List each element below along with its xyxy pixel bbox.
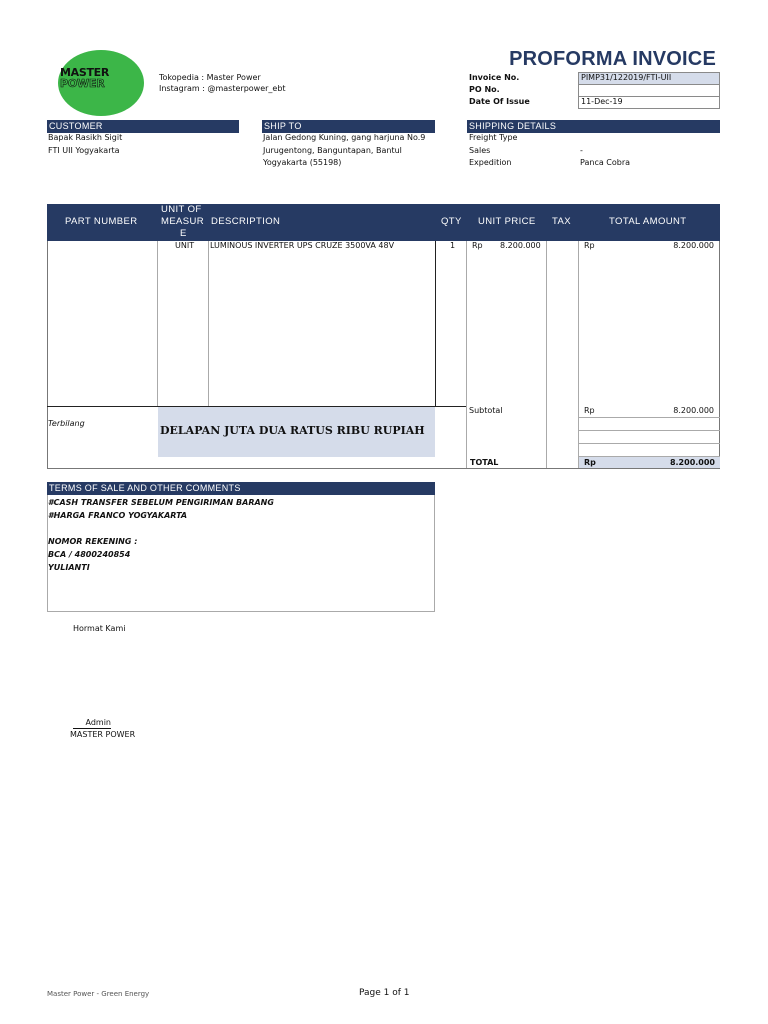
col-unit-price: UNIT PRICE bbox=[478, 216, 536, 227]
expedition-label: Expedition bbox=[469, 158, 512, 167]
terbilang-label: Terbilang bbox=[48, 419, 85, 428]
invoice-no-value: PIMP31/122019/FTI-UII bbox=[581, 73, 672, 82]
customer-name: Bapak Rasikh Sigit bbox=[48, 133, 123, 142]
date-label: Date Of Issue bbox=[469, 97, 530, 106]
customer-heading: CUSTOMER bbox=[47, 120, 239, 133]
tokopedia-text: Tokopedia : Master Power bbox=[159, 73, 261, 82]
invoice-no-label: Invoice No. bbox=[469, 73, 520, 82]
col-unit-line2: MEASUR bbox=[161, 216, 205, 227]
total-label: TOTAL bbox=[470, 458, 499, 467]
row-unit: UNIT bbox=[175, 241, 195, 250]
date-value: 11-Dec-19 bbox=[581, 97, 623, 106]
terms-line5: YULIANTI bbox=[48, 563, 90, 572]
col-description: DESCRIPTION bbox=[211, 216, 281, 227]
terbilang-value: DELAPAN JUTA DUA RATUS RIBU RUPIAH bbox=[160, 424, 425, 437]
row-unit-price: 8.200.000 bbox=[500, 241, 541, 250]
total-currency: Rp bbox=[584, 458, 596, 467]
row-price-currency: Rp bbox=[472, 241, 483, 250]
items-table-header bbox=[47, 204, 720, 241]
expedition-value: Panca Cobra bbox=[580, 158, 631, 167]
customer-org: FTI UII Yogyakarta bbox=[48, 146, 120, 155]
table-row bbox=[47, 241, 720, 253]
shipping-heading: SHIPPING DETAILS bbox=[467, 120, 720, 133]
subtotal-label: Subtotal bbox=[469, 406, 503, 415]
ship-to-line1: Jalan Gedong Kuning, gang harjuna No.9 bbox=[263, 133, 426, 142]
footer-page-number: Page 1 of 1 bbox=[359, 988, 410, 998]
signature-greeting: Hormat Kami bbox=[73, 624, 126, 633]
col-part-number: PART NUMBER bbox=[65, 216, 138, 227]
sales-value: - bbox=[580, 146, 583, 155]
logo-text-master: MASTER bbox=[60, 66, 110, 79]
signature-signer: Admin bbox=[73, 718, 111, 729]
row-qty: 1 bbox=[450, 241, 456, 250]
terms-line1: #CASH TRANSFER SEBELUM PENGIRIMAN BARANG bbox=[48, 498, 274, 507]
terms-line2: #HARGA FRANCO YOGYAKARTA bbox=[48, 511, 188, 520]
row-total-currency: Rp bbox=[584, 241, 595, 250]
col-tax: TAX bbox=[552, 216, 571, 227]
po-no-label: PO No. bbox=[469, 85, 500, 94]
row-total-amount: 8.200.000 bbox=[673, 241, 714, 250]
logo-text-power: POWER bbox=[60, 77, 105, 90]
col-qty: QTY bbox=[441, 216, 462, 227]
invoice-meta-box bbox=[578, 72, 720, 109]
subtotal-value: 8.200.000 bbox=[673, 406, 714, 415]
footer-company: Master Power - Green Energy bbox=[47, 990, 150, 998]
page-title: PROFORMA INVOICE bbox=[509, 48, 716, 70]
col-unit-line3: E bbox=[180, 228, 187, 239]
signature-company: MASTER POWER bbox=[70, 730, 136, 739]
subtotal-currency: Rp bbox=[584, 406, 595, 415]
terms-heading: TERMS OF SALE AND OTHER COMMENTS bbox=[47, 482, 435, 495]
ship-to-line2: Jurugentong, Banguntapan, Bantul bbox=[263, 146, 402, 155]
col-unit-line1: UNIT OF bbox=[161, 204, 202, 215]
terms-line3: NOMOR REKENING : bbox=[48, 537, 138, 546]
terms-line4: BCA / 4800240854 bbox=[48, 550, 131, 559]
ship-to-line3: Yogyakarta (55198) bbox=[263, 158, 342, 167]
instagram-text: Instagram : @masterpower_ebt bbox=[159, 84, 286, 93]
freight-type-label: Freight Type bbox=[469, 133, 518, 142]
ship-to-heading: SHIP TO bbox=[262, 120, 435, 133]
row-description: LUMINOUS INVERTER UPS CRUZE 3500VA 48V bbox=[210, 241, 395, 250]
total-value: 8.200.000 bbox=[669, 458, 715, 467]
col-total-amount: TOTAL AMOUNT bbox=[609, 216, 687, 227]
sales-label: Sales bbox=[469, 146, 491, 155]
